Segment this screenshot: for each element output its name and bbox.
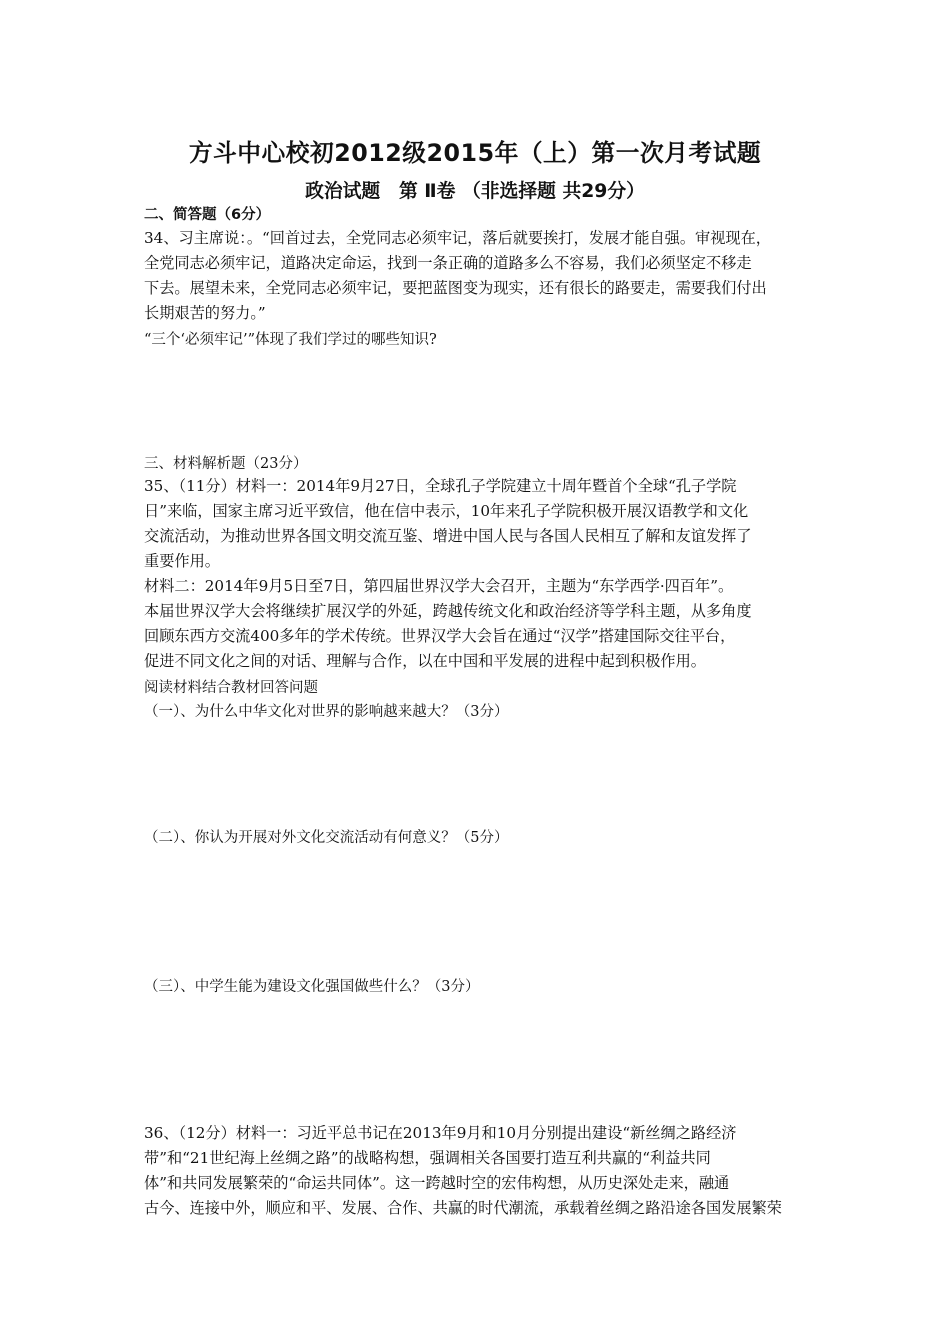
question-35-subquestion-1: （一）、为什么中华文化对世界的影响越来越大？（3分）	[144, 704, 509, 720]
question-35-subquestion-3: （三）、中学生能为建设文化强国做些什么？（3分）	[144, 979, 480, 995]
text-line: 34、习主席说：。“回首过去，全党同志必须牢记，落后就要挨打，发展才能自强。审视现在，	[144, 229, 771, 247]
text-line: 长期艰苦的努力。”	[144, 304, 266, 322]
question-36-material-one	[144, 1121, 808, 1221]
text-line: 回顾东西方交流400多年的学术传统。世界汉学大会旨在通过“汉学”搭建国际交往平台，	[144, 627, 736, 645]
section-heading-material-analysis: 三、材料解析题（23分）	[144, 456, 308, 472]
text-line: 重要作用。	[144, 552, 220, 570]
text-line: 交流活动，为推动世界各国文明交流互鉴、增进中国人民与各国人民相互了解和友谊发挥了	[144, 527, 752, 545]
text-line: 古今、连接中外，顺应和平、发展、合作、共赢的时代潮流，承载着丝绸之路沿途各国发展繁荣	[144, 1199, 782, 1217]
text-line: 日”来临，国家主席习近平致信，他在信中表示，10年来孔子学院积极开展汉语教学和文化	[144, 502, 749, 520]
text-line: 35、（11分）材料一：2014年9月27日，全球孔子学院建立十周年暨首个全球“孔子学院	[144, 477, 737, 495]
question-35-subquestion-2: （二）、你认为开展对外文化交流活动有何意义？（5分）	[144, 830, 509, 846]
text-line: 36、（12分）材料一：习近平总书记在2013年9月和10月分别提出建设“新丝绸之路经济	[144, 1124, 737, 1142]
exam-title: 方斗中心校初2012级2015年（上）第一次月考试题	[188, 139, 762, 167]
question-35-material-two	[144, 574, 808, 674]
exam-subtitle: 政治试题 第 Ⅱ卷 （非选择题 共29分）	[305, 181, 645, 202]
text-line: 下去。展望未来，全党同志必须牢记，要把蓝图变为现实，还有很长的路要走，需要我们付出	[144, 279, 767, 297]
section-heading-short-answer: 二、简答题（6分）	[144, 207, 271, 223]
text-line: 体”和共同发展繁荣的“命运共同体”。这一跨越时空的宏伟构想，从历史深处走来，融通	[144, 1174, 730, 1192]
text-line: 带”和“21世纪海上丝绸之路”的战略构想，强调相关各国要打造互利共赢的“利益共同	[144, 1149, 711, 1167]
text-line: 材料二：2014年9月5日至7日，第四届世界汉学大会召开，主题为“东学西学·四百年”。	[144, 577, 734, 595]
question-34-prompt: “三个‘必须牢记’”体现了我们学过的哪些知识?	[144, 332, 437, 348]
text-line: 本届世界汉学大会将继续扩展汉学的外延，跨越传统文化和政治经济等学科主题，从多角度	[144, 602, 752, 620]
text-line: 促进不同文化之间的对话、理解与合作，以在中国和平发展的进程中起到积极作用。	[144, 652, 706, 670]
text-line: 全党同志必须牢记，道路决定命运，找到一条正确的道路多么不容易，我们必须坚定不移走	[144, 254, 752, 272]
question-35-instruction: 阅读材料结合教材回答问题	[144, 680, 318, 696]
question-34-text	[144, 226, 808, 326]
question-35-material-one	[144, 474, 808, 574]
